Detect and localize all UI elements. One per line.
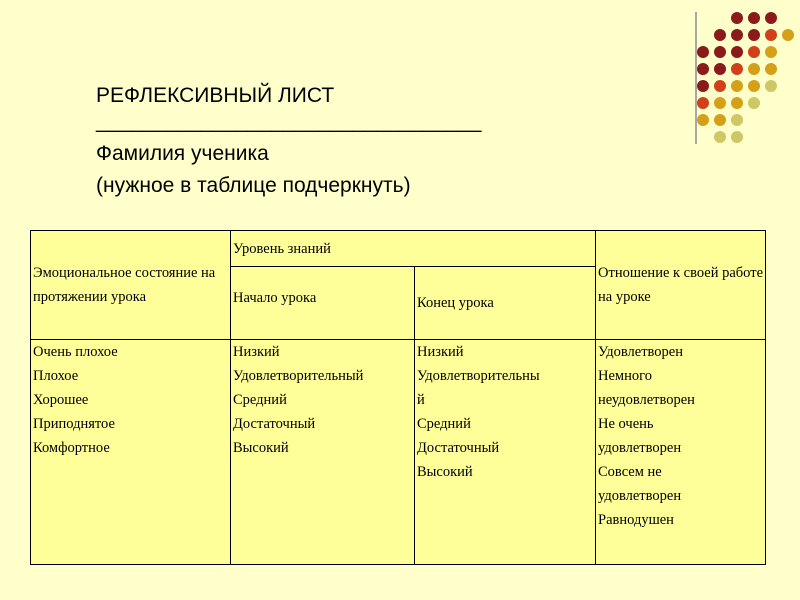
decorative-dot — [714, 97, 726, 109]
option-item: Хорошее — [33, 392, 89, 408]
option-item: Достаточный — [417, 440, 500, 456]
option-item: Приподнятое — [33, 416, 115, 432]
option-item: Высокий — [233, 440, 289, 456]
decorative-dot — [697, 63, 709, 75]
slide-title: РЕФЛЕКСИВНЫЙ ЛИСТ — [96, 84, 335, 107]
option-item: Низкий — [417, 344, 464, 360]
decorative-dot — [782, 29, 794, 41]
option-item: Низкий — [233, 344, 280, 360]
header-lesson-end: Конец урока — [415, 267, 596, 340]
decorative-dot — [731, 131, 743, 143]
option-item: Не очень — [598, 416, 654, 432]
decorative-dot — [748, 97, 760, 109]
decorative-dot — [714, 46, 726, 58]
decorative-dot — [765, 29, 777, 41]
option-item: Немного — [598, 368, 652, 384]
option-item: Очень плохое — [33, 344, 118, 360]
slide-heading — [96, 80, 616, 202]
decorative-dot — [714, 131, 726, 143]
decorative-dot — [748, 29, 760, 41]
decorative-dot — [697, 46, 709, 58]
end-options-cell — [415, 340, 596, 565]
decorative-dot — [731, 97, 743, 109]
decorative-dot — [748, 63, 760, 75]
option-item: Высокий — [417, 464, 473, 480]
option-item: й — [417, 392, 425, 408]
option-item: Удовлетворен — [598, 344, 683, 360]
decorative-dot — [714, 114, 726, 126]
decorative-dot — [714, 80, 726, 92]
emotional-options-cell — [31, 340, 231, 565]
start-options-cell — [231, 340, 415, 565]
decorative-dot — [748, 46, 760, 58]
attitude-options-cell — [596, 340, 766, 565]
decorative-dot — [731, 12, 743, 24]
option-item: Средний — [417, 416, 471, 432]
decorative-dot — [714, 29, 726, 41]
option-item: Плохое — [33, 368, 79, 384]
decorative-dot — [748, 12, 760, 24]
instruction-text: (нужное в таблице подчеркнуть) — [96, 174, 411, 197]
header-knowledge-level: Уровень знаний — [231, 231, 596, 267]
decorative-dot — [697, 97, 709, 109]
option-item: Равнодушен — [598, 512, 674, 528]
decorative-dot — [765, 63, 777, 75]
option-item: Удовлетворительный — [233, 368, 364, 384]
decorative-dot — [731, 29, 743, 41]
decorative-divider — [695, 12, 697, 144]
decorative-dot — [731, 114, 743, 126]
option-item: удовлетворен — [598, 440, 682, 456]
header-attitude: Отношение к своей работе на уроке — [596, 231, 766, 340]
decorative-dot — [731, 80, 743, 92]
decorative-dot — [765, 80, 777, 92]
header-emotional-state: Эмоциональное состояние на протяжении урока — [31, 231, 231, 340]
option-item: Средний — [233, 392, 287, 408]
option-item: Комфортное — [33, 440, 110, 456]
decorative-dot — [697, 80, 709, 92]
name-underline: _________________________________ — [96, 110, 482, 133]
decorative-dot — [748, 80, 760, 92]
option-item: неудовлетворен — [598, 392, 695, 408]
decorative-dot — [765, 12, 777, 24]
reflection-table — [30, 230, 766, 565]
decorative-dot — [731, 46, 743, 58]
decorative-dot — [765, 46, 777, 58]
option-item: Достаточный — [233, 416, 316, 432]
option-item: удовлетворен — [598, 488, 682, 504]
decorative-dot — [714, 63, 726, 75]
decorative-dot — [697, 114, 709, 126]
decorative-dot — [731, 63, 743, 75]
header-lesson-start: Начало урока — [231, 267, 415, 340]
student-name-label: Фамилия ученика — [96, 142, 269, 165]
option-item: Удовлетворительны — [417, 368, 540, 384]
option-item: Совсем не — [598, 464, 662, 480]
